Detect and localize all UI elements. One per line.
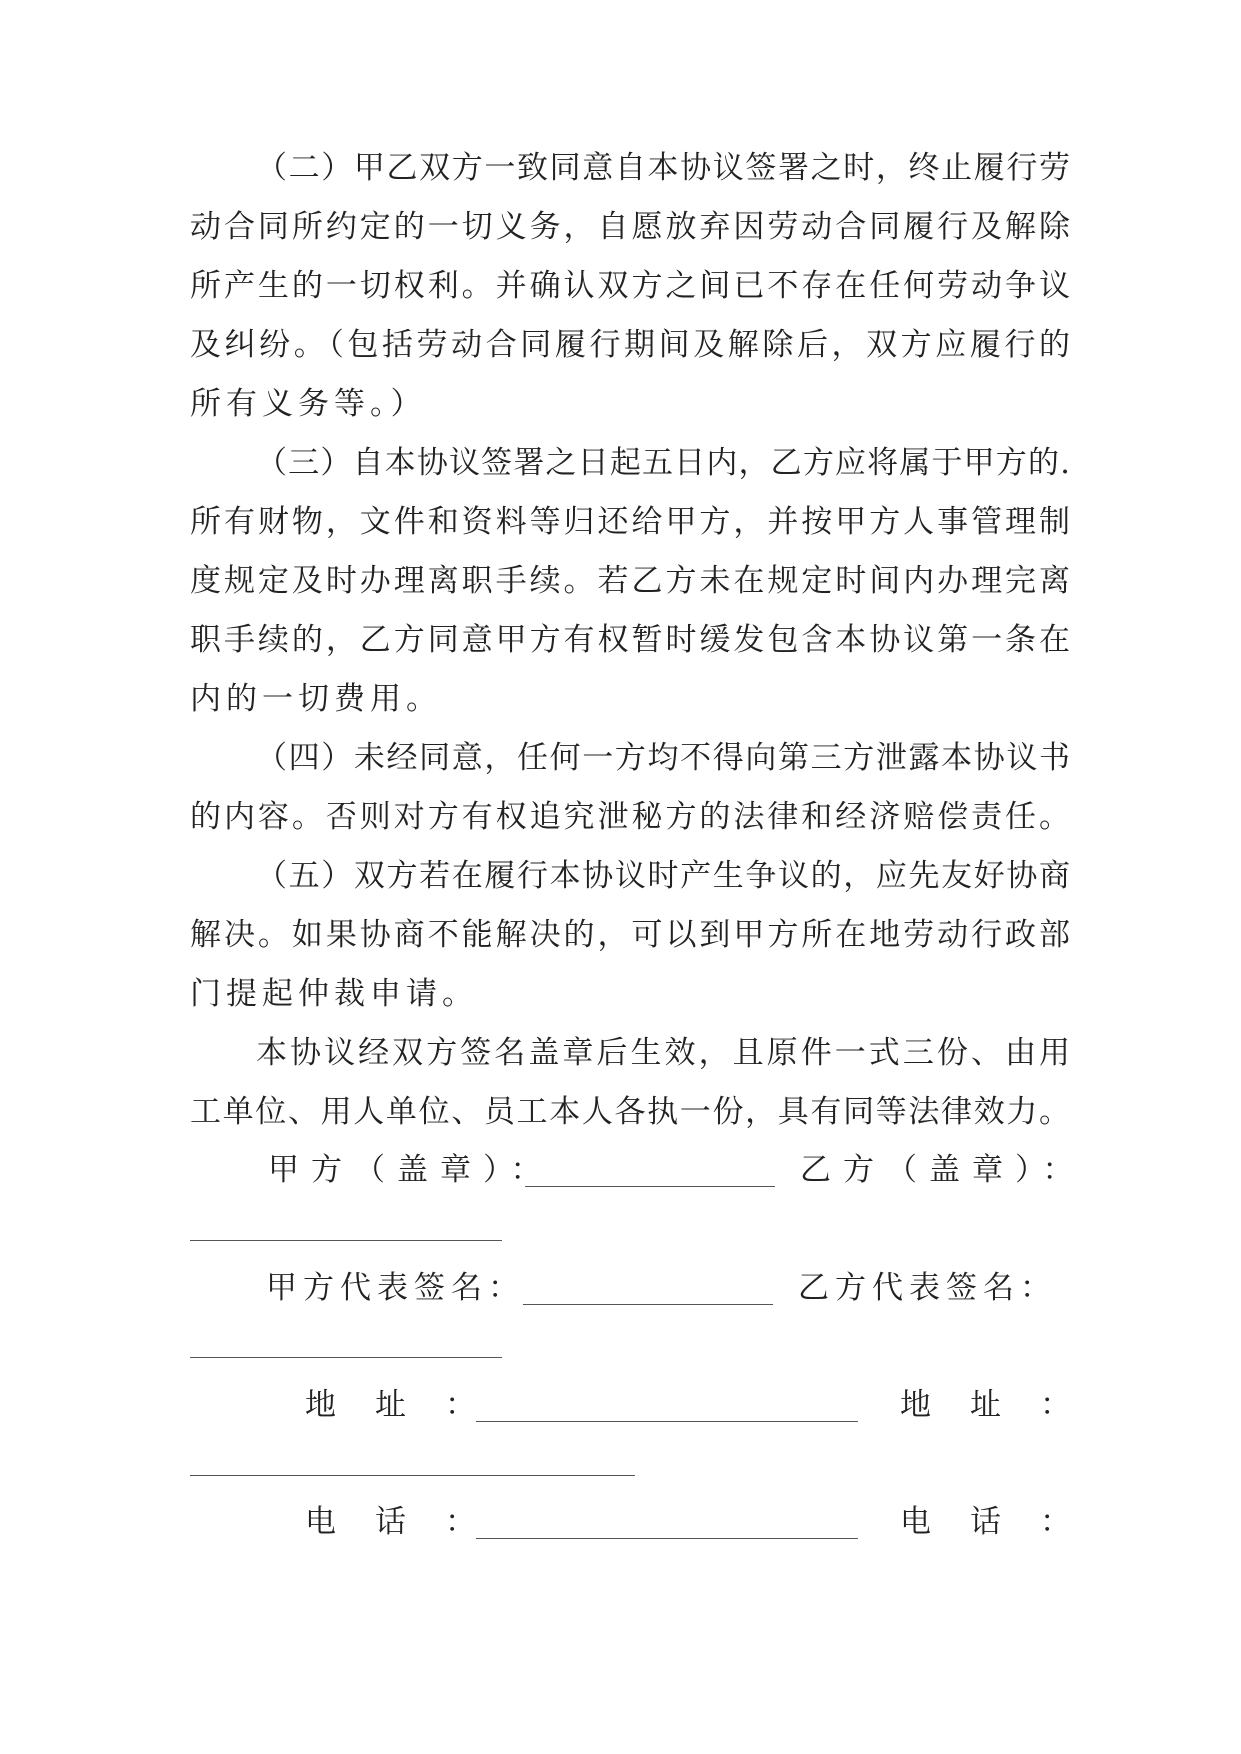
party-a-rep-label: 甲方代表签名：: [266, 1270, 525, 1306]
clause-4-line-1: （四）未经同意，任何一方均不得向第三方泄露本协议书: [256, 740, 1070, 776]
party-a-rep-blank[interactable]: [523, 1304, 773, 1305]
clause-4-line-2: 的内容。否则对方有权追究泄秘方的法律和经济赔偿责任。: [190, 799, 1070, 835]
phone-b-label: 电 话 ：: [900, 1504, 1075, 1540]
effect-clause-line-2: 工单位、用人单位、员工本人各执一份，具有同等法律效力。: [190, 1094, 1070, 1130]
party-a-seal-label: 甲方（盖章）：: [268, 1152, 554, 1188]
phone-row: [190, 1502, 1075, 1542]
clause-3-line-2: 所有财物，文件和资料等归还给甲方，并按甲方人事管理制: [190, 504, 1070, 540]
party-b-rep-blank[interactable]: [190, 1357, 502, 1358]
clause-5-line-1: （五）双方若在履行本协议时产生争议的，应先友好协商: [256, 858, 1070, 894]
signature-rep-row: [190, 1268, 1070, 1308]
effect-clause-line-1: 本协议经双方签名盖章后生效，且原件一式三份、由用: [256, 1035, 1070, 1071]
phone-a-blank[interactable]: [476, 1538, 858, 1539]
clause-3-line-1: （三）自本协议签署之日起五日内，乙方应将属于甲方的.: [256, 445, 1070, 481]
address-a-blank[interactable]: [476, 1421, 858, 1422]
phone-a-label: 电 话 ：: [305, 1504, 480, 1540]
party-b-seal-label: 乙方（盖章）：: [800, 1152, 1086, 1188]
signature-seal-row: [190, 1150, 1086, 1190]
clause-3-line-5: 内的一切费用。: [190, 681, 442, 717]
clause-2-line-3: 所产生的一切权利。并确认双方之间已不存在任何劳动争议: [190, 268, 1070, 304]
clause-2-line-5: 所有义务等。）: [190, 386, 427, 422]
address-row: [190, 1385, 1075, 1425]
clause-5-line-2: 解决。如果协商不能解决的，可以到甲方所在地劳动行政部: [190, 917, 1070, 953]
party-b-seal-blank[interactable]: [190, 1240, 502, 1241]
address-a-label: 地 址 ：: [305, 1387, 480, 1423]
clause-3-line-3: 度规定及时办理离职手续。若乙方未在规定时间内办理完离: [190, 563, 1070, 599]
clause-2-line-2: 动合同所约定的一切义务，自愿放弃因劳动合同履行及解除: [190, 209, 1070, 245]
party-a-seal-blank[interactable]: [525, 1186, 775, 1187]
address-b-label: 地 址 ：: [900, 1387, 1075, 1423]
address-b-blank[interactable]: [190, 1475, 635, 1476]
party-b-rep-label: 乙方代表签名：: [798, 1270, 1057, 1306]
clause-3-line-4: 职手续的，乙方同意甲方有权暂时缓发包含本协议第一条在: [190, 622, 1070, 658]
clause-2-line-4: 及纠纷。（包括劳动合同履行期间及解除后，双方应履行的: [190, 327, 1070, 363]
clause-5-line-3: 门提起仲裁申请。: [190, 976, 478, 1012]
clause-2-line-1: （二）甲乙双方一致同意自本协议签署之时，终止履行劳: [256, 150, 1070, 186]
